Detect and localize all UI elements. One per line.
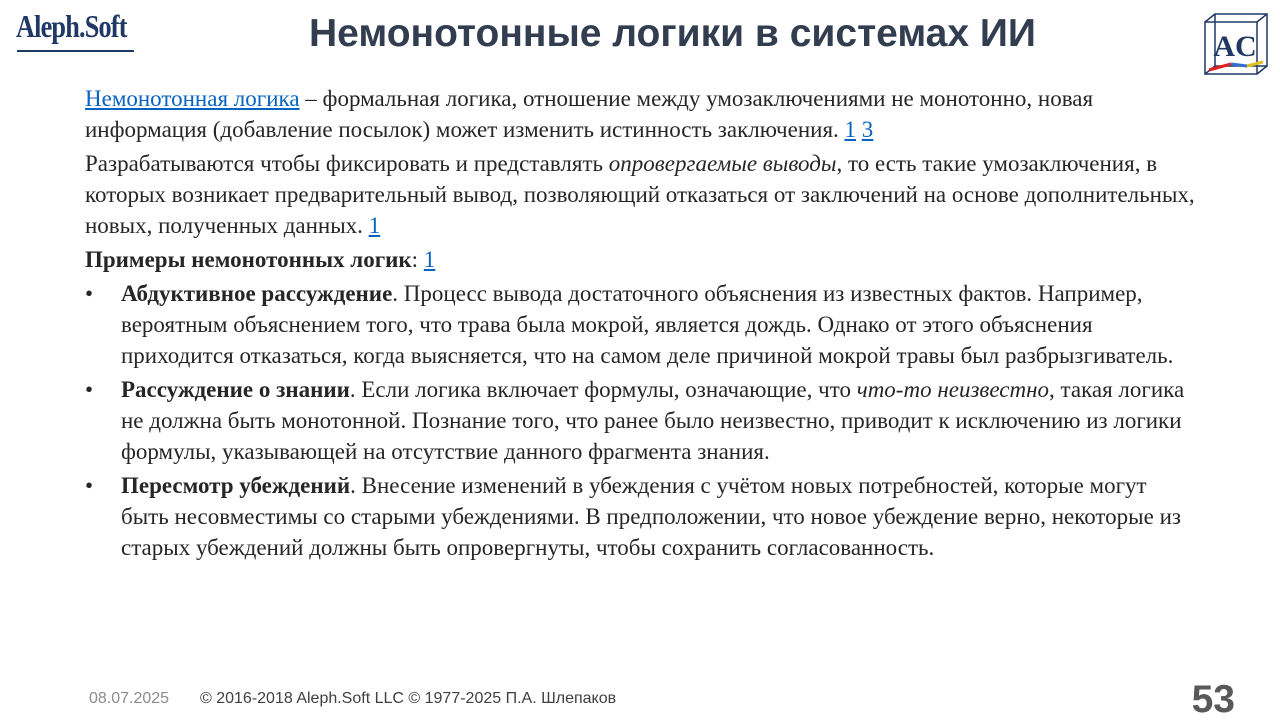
- belief-revision-text: . Внесение изменений в убеждения с учётом новых потребностей, которые могут быть несовместимы со старыми убеждениями. В предположении, что новое убеждение верно, некоторые из старых убеждений должны быть опровергнуты, чтобы сохранить согласованность.: [121, 473, 1181, 560]
- purpose-text-end: , то есть такие умозаключения, в которых возникает предварительный вывод, позволяющий отказаться от заключений на основе дополнительных, новых, полученных данных.: [85, 151, 1195, 238]
- list-item-knowledge: [85, 374, 1195, 467]
- bullet-marker: •: [85, 281, 94, 306]
- examples-heading-label: Примеры немонотонных логик: [85, 247, 412, 272]
- bullet-marker: •: [85, 377, 94, 402]
- examples-heading: [85, 244, 1195, 275]
- ref-link-1b[interactable]: 1: [368, 213, 381, 238]
- belief-revision-term: Пересмотр убеждений: [121, 473, 351, 498]
- list-item-belief-revision: [85, 470, 1195, 563]
- svg-text:AC: AC: [1213, 30, 1257, 63]
- list-item-abductive: [85, 278, 1195, 371]
- definition-paragraph: [85, 83, 1195, 145]
- nonmonotonic-logic-link[interactable]: Немонотонная логика: [85, 86, 300, 111]
- footer-date: 08.07.2025: [89, 690, 170, 707]
- knowledge-term: Рассуждение о знании: [121, 377, 350, 402]
- knowledge-text-end: , такая логика не должна быть монотонной. Познание того, что ранее было неизвестно, приводит к исключению из логики формулы, указывающей на отсутствие данного фрагмента знания.: [121, 377, 1185, 464]
- slide-title: Немонотонные логики в системах ИИ: [309, 12, 1036, 55]
- examples-list: [85, 278, 1195, 563]
- abductive-term: Абдуктивное рассуждение: [121, 281, 393, 306]
- bullet-marker: •: [85, 473, 94, 498]
- examples-heading-colon: :: [411, 247, 424, 272]
- aleph-soft-logo: Aleph.Soft: [16, 8, 127, 44]
- aleph-cube-emblem: [1203, 12, 1269, 76]
- ref-link-1[interactable]: 1: [844, 117, 857, 142]
- definition-text: – формальная логика, отношение между умозаключениями не монотонно, новая информация (добавление посылок) может изменить истинность заключения.: [85, 86, 1094, 142]
- ref-link-1c[interactable]: 1: [423, 247, 436, 272]
- defeasible-inference-term: опровергаемые выводы: [608, 151, 837, 176]
- purpose-paragraph: [85, 148, 1195, 241]
- abductive-text: . Процесс вывода достаточного объяснения из известных фактов. Например, вероятным объяснением того, что трава была мокрой, является дождь. Однако от этого объяснения приходится отказаться, когда выясняется, что на самом деле причиной мокрой травы был разбрызгиватель.: [121, 281, 1174, 368]
- unknown-term: что-то неизвестно: [856, 377, 1050, 402]
- slide-body: [85, 83, 1195, 566]
- ref-link-3[interactable]: 3: [861, 117, 874, 142]
- knowledge-text-start: . Если логика включает формулы, означающие, что: [349, 377, 857, 402]
- page-number: 53: [1191, 678, 1235, 721]
- footer-copyright: © 2016-2018 Aleph.Soft LLC © 1977-2025 П.А. Шлепаков: [200, 690, 617, 707]
- purpose-text-start: Разрабатываются чтобы фиксировать и представлять: [85, 151, 609, 176]
- logo-underline: [17, 50, 134, 52]
